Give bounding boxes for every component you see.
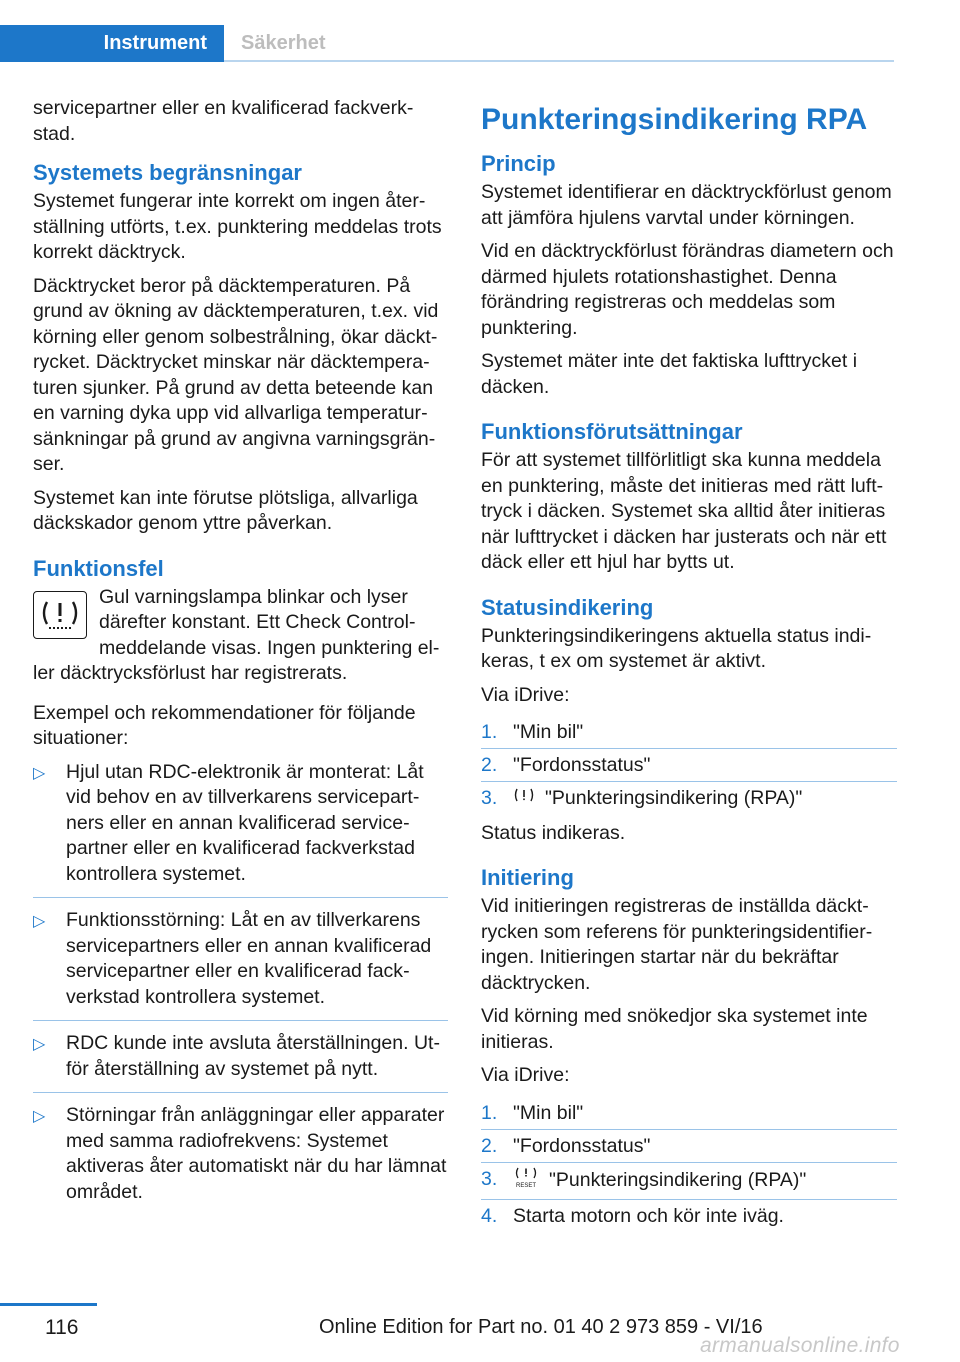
page-header — [0, 0, 894, 62]
list-item: 3. RESET "Punkteringsindikering (RPA)" — [481, 1163, 897, 1200]
list-item: ▷ Funktionsstörning: Låt en av tillverkarens servicepartners eller en annan kvalificerad servicepartner eller en kvalificerad fackverkstad kontrollera systemet. — [33, 908, 448, 1021]
malfunction-paragraph: Gul varningslampa blinkar och lyser därefter konstant. Ett Check Control-meddelande visas. Ingen punktering eller däcktrycksförlust har registrerats. — [33, 585, 440, 684]
status-steps — [481, 716, 897, 815]
principle-paragraph-3: Systemet mäter inte det faktiska lufttrycket i däcken. — [481, 350, 858, 398]
tire-pressure-icon — [513, 787, 535, 811]
init-paragraph-2: Vid körning med snökedjor ska systemet inte initieras. — [481, 1005, 868, 1053]
heading-status: Statusindikering — [481, 594, 654, 620]
status-paragraph: Punkteringsindikeringens aktuella status indikeras, t ex om systemet är aktivt. — [481, 624, 872, 672]
tab-instrument[interactable]: Instrument — [0, 25, 224, 62]
limits-paragraph-3: Systemet kan inte förutse plötsliga, allvarliga däckskador genom yttre påverkan. — [33, 486, 418, 534]
list-item: ▷ Störningar från anläggningar eller apparater med samma radiofrekvens: Systemet aktiveras åter automatiskt när du har lämnat området. — [33, 1104, 447, 1203]
reset-label: RESET — [515, 1182, 537, 1189]
via-idrive-1: Via iDrive: — [481, 683, 570, 706]
list-item: 2. "Fordonsstatus" — [481, 749, 897, 782]
list-item: 1. "Min bil" — [481, 1097, 897, 1130]
prerequisites-paragraph: För att systemet tillförlitligt ska kunna meddela en punktering, måste det initieras med rätt lufttryck i däcken. Systemet ska alltid åter initieras när lufttrycket i däcken har justerats och när ett däck eller ett hjul har bytts ut. — [481, 449, 887, 573]
situations-list — [33, 760, 448, 1216]
list-item: 1. "Min bil" — [481, 716, 897, 749]
principle-paragraph-1: Systemet identifierar en däcktryckförlust genom att jämföra hjulens varvtal under körningen. — [481, 181, 892, 229]
malfunction-block — [33, 585, 448, 687]
heading-initialization: Initiering — [481, 865, 574, 891]
header-divider — [224, 60, 894, 62]
intro-paragraph: servicepartner eller en kvalificerad fackverkstad. — [33, 97, 414, 145]
tab-sakerhet[interactable]: Säkerhet — [241, 32, 326, 54]
list-item: ▷ RDC kunde inte avsluta återställningen. Utför återställning av systemet på nytt. — [33, 1031, 448, 1093]
list-item: 2. "Fordonsstatus" — [481, 1130, 897, 1163]
examples-intro: Exempel och rekommendationer för följande situationer: — [33, 701, 416, 749]
right-column — [481, 100, 897, 1238]
left-column — [33, 96, 448, 1225]
tire-warning-icon — [33, 591, 87, 639]
triangle-bullet-icon: ▷ — [33, 1108, 46, 1125]
watermark: armanualsonline.info — [700, 1334, 900, 1357]
heading-prerequisites: Funktionsförutsättningar — [481, 419, 743, 444]
via-idrive-2: Via iDrive: — [481, 1064, 570, 1087]
heading-system-limits: Systemets begränsningar — [33, 160, 302, 185]
principle-paragraph-2: Vid en däcktryckförlust förändras diametern och därmed hjulets rotationshastighet. Denna förändring registreras och meddelas som punktering. — [481, 240, 894, 339]
edition-text: Online Edition for Part no. 01 40 2 973 859 - VI/16 — [319, 1316, 763, 1338]
list-item: 4. Starta motorn och kör inte iväg. — [481, 1204, 784, 1227]
limits-paragraph-2: Däcktrycket beror på däcktemperaturen. På grund av ökning av däcktemperaturen, t.ex. vid körning eller genom solbestrålning, ökar däcktrycket. Däcktrycket minskar när däcktemperaturen sjunker. På grund av detta beteende kan en varning dyka upp vid allvarliga temperatursänkningar på grund av angivna varningsgränser. — [33, 274, 439, 475]
status-result: Status indikeras. — [481, 821, 626, 844]
list-item: ▷ Hjul utan RDC-elektronik är monterat: Låt vid behov en av tillverkarens servicepartners eller en annan kvalificerad servicepartner eller en kvalificerad fackverkstad kontrollera systemet. — [33, 760, 448, 899]
triangle-bullet-icon: ▷ — [33, 1036, 46, 1053]
init-paragraph-1: Vid initieringen registreras de inställda däcktrycken som referens för punkteringsidentifieringen. Initieringen startar när du bekräftar däcktrycken. — [481, 895, 873, 994]
heading-principle: Princip — [481, 151, 556, 176]
init-steps — [481, 1097, 897, 1232]
triangle-bullet-icon: ▷ — [33, 764, 46, 782]
list-item: 3. "Punkteringsindikering (RPA)" — [481, 787, 803, 809]
heading-rpa: Punkteringsindikering RPA — [481, 103, 868, 136]
limits-paragraph-1: Systemet fungerar inte korrekt om ingen återställning utförts, t.ex. punktering meddelas trots korrekt däcktryck. — [33, 190, 442, 263]
heading-malfunction: Funktionsfel — [33, 555, 164, 581]
footer-accent-line — [0, 1303, 97, 1306]
page-number: 116 — [45, 1316, 79, 1339]
tire-reset-icon — [513, 1167, 539, 1195]
triangle-bullet-icon: ▷ — [33, 913, 46, 930]
